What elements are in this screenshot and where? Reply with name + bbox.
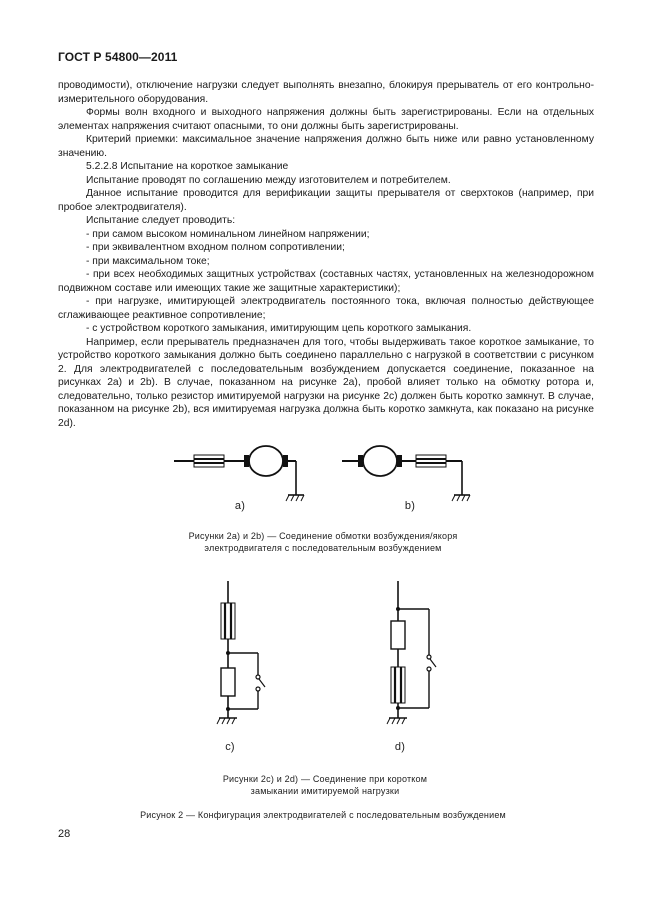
figure-caption-cd — [190, 773, 460, 797]
caption-line: замыкании имитируемой нагрузки — [250, 786, 400, 796]
caption-line: электродвигателя с последовательным возбуждением — [204, 543, 442, 553]
paragraph: проводимости), отключение нагрузки следует выполнять внезапно, блокируя прерыватель от его контрольно-измерительного оборудования. — [58, 80, 594, 105]
list-item: - при нагрузке, имитирующей электродвигатель постоянного тока, включая полностью действующее сглаживающее реактивное сопротивление; — [58, 296, 594, 321]
paragraph: Например, если прерыватель предназначен для того, чтобы выдерживать такое короткое замыкание, то устройство короткого замыкания должно быть соединено параллельно с нагрузкой в соответствии с рисунком 2. Для электродвигателей с последовательным возбуждением допускается соединение, показанное на рисунках 2а) и 2b). В случае, показанном на рисунке 2а), пробой влияет только на обмотку ротора и, следовательно, только резистор имитируемой нагрузки на рисунке 2с) должен быть коротко замкнут. В случае, показанном на рисунке 2b), вся имитируемая нагрузка должна быть коротко замкнута, как показано на рисунке 2d). — [58, 336, 594, 429]
paragraph: Данное испытание проводится для верификации защиты прерывателя от сверхтоков (например, при пробое электродвигателя). — [58, 188, 594, 213]
body-text — [58, 79, 594, 430]
list-item: - при эквивалентном входном полном сопротивлении; — [86, 242, 345, 253]
figure-label-c: с) — [225, 741, 235, 753]
list-item: - при всех необходимых защитных устройствах (составных частях, установленных на железнодорожном подвижном составе или имеющих такие же защитные характеристики); — [58, 269, 594, 294]
list-item: - с устройством короткого замыкания, имитирующим цепь короткого замыкания. — [86, 323, 472, 334]
figure-2c-diagram — [205, 575, 285, 735]
list-item: - при самом высоком номинальном линейном напряжении; — [86, 228, 370, 240]
figure-2d-diagram — [378, 575, 458, 735]
caption-line: Рисунки 2с) и 2d) — Соединение при коротком — [222, 774, 428, 784]
list-item: - при максимальном токе; — [86, 255, 210, 267]
figure-label-d: d) — [394, 741, 406, 753]
page-number: 28 — [58, 828, 71, 840]
figure-2d-svg — [378, 575, 458, 735]
paragraph: Критерий приемки: максимальное значение напряжения должно быть ниже или равно установленному значению. — [58, 134, 594, 159]
figure-caption-ab — [150, 530, 496, 554]
figure-caption-main: Рисунок 2 — Конфигурация электродвигателей с последовательным возбуждением — [140, 810, 506, 820]
document-header: ГОСТ Р 54800—2011 — [58, 50, 178, 64]
figure-label-a: а) — [234, 500, 246, 512]
caption-line: Рисунки 2а) и 2b) — Соединение обмотки возбуждения/якоря — [188, 531, 458, 541]
paragraph: Испытание проводят по соглашению между изготовителем и потребителем. — [86, 174, 451, 186]
paragraph: Испытание следует проводить: — [86, 215, 236, 226]
section-heading: 5.2.2.8 Испытание на короткое замыкание — [86, 161, 289, 172]
paragraph: Формы волн входного и выходного напряжения должны быть зарегистрированы. Если на отдельных элементах напряжения считают опасными, то они должны быть зарегистрированы. — [58, 107, 594, 132]
figure-2c-svg — [205, 575, 285, 735]
figure-label-b: b) — [404, 500, 416, 512]
